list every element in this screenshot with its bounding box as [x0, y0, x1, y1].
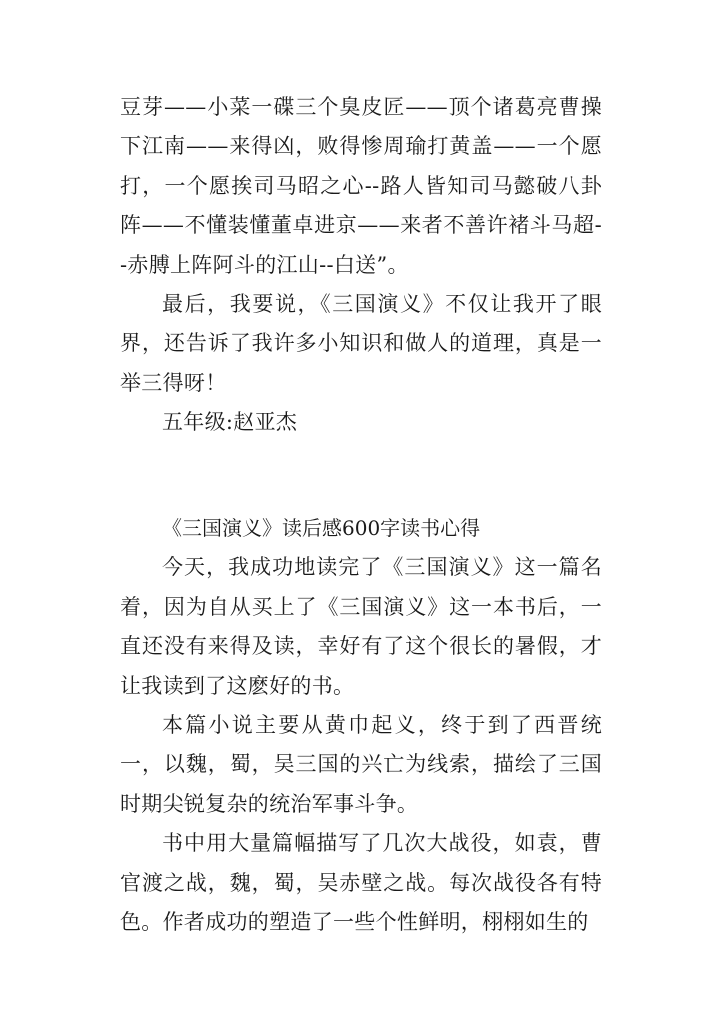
- essay-ending-section: [120, 88, 602, 443]
- battles-paragraph: 书中用大量篇幅描写了几次大战役，如袁，曹官渡之战，魏，蜀，吴赤壁之战。每次战役各有特色。作者成功的塑造了一些个性鲜明，栩栩如生的: [120, 831, 602, 935]
- intro-paragraph: 今天，我成功地读完了《三国演义》这一篇名着，因为自从买上了《三国演义》这一本书后，一直还没有来得及读，幸好有了这个很长的暑假，才让我读到了这麽好的书。: [120, 555, 602, 698]
- conclusion-paragraph: 最后，我要说，《三国演义》不仅让我开了眼界，还告诉了我许多小知识和做人的道理，真是一举三得呀！: [120, 292, 602, 395]
- essay-section: [120, 509, 602, 942]
- summary-paragraph: 本篇小说主要从黄巾起义，终于到了西晋统一，以魏，蜀，吴三国的兴亡为线索，描绘了三国时期尖锐复杂的统治军事斗争。: [120, 713, 602, 816]
- proverb-paragraph: 豆芽——小菜一碟三个臭皮匠——顶个诸葛亮曹操下江南——来得凶，败得惨周瑜打黄盖——一个愿打，一个愿挨司马昭之心--路人皆知司马懿破八卦阵——不懂装懂董卓进京——来者不善许褚斗马超--赤膊上阵阿斗的江山--白送”。: [120, 95, 602, 277]
- author-signature: 五年级:赵亚杰: [162, 410, 298, 435]
- essay-title: 《三国演义》读后感600字读书心得: [162, 516, 481, 540]
